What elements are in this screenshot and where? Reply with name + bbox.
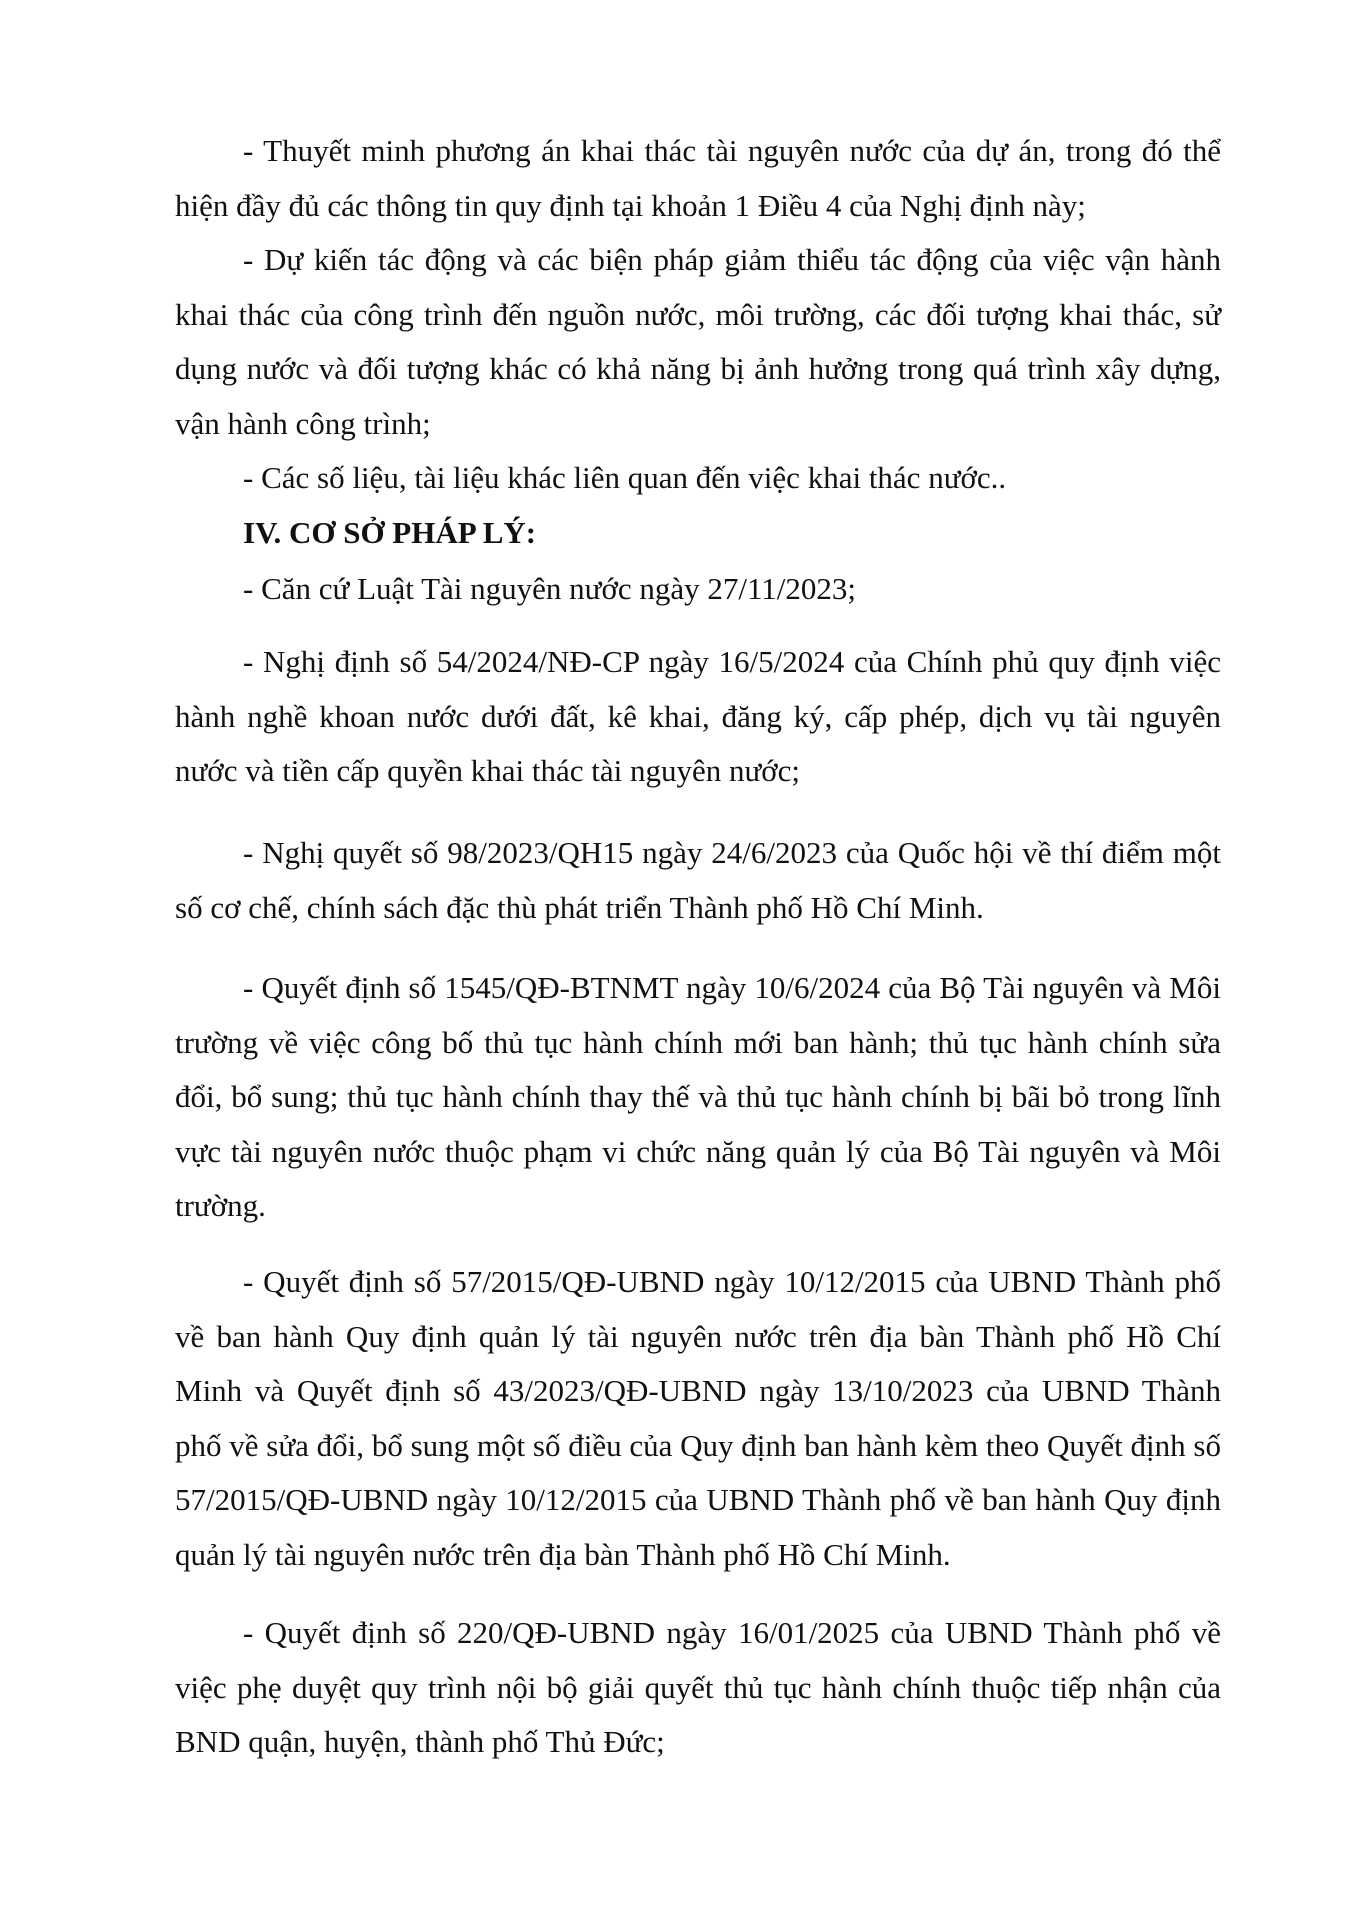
paragraph-project-explanation: - Thuyết minh phương án khai thác tài nguyên nước của dự án, trong đó thể hiện đầy đủ các thông tin quy định tại khoản 1 Điều 4 của Nghị định này; bbox=[175, 133, 1221, 223]
legal-basis-item-decision-57: - Quyết định số 57/2015/QĐ-UBND ngày 10/12/2015 của UBND Thành phố về ban hành Quy định quản lý tài nguyên nước trên địa bàn Thành phố Hồ Chí Minh và Quyết định số 43/2023/QĐ-UBND ngày 13/10/2023 của UBND Thành phố về sửa đổi, bổ sung một số điều của Quy định ban hành kèm theo Quyết định số 57/2015/QĐ-UBND ngày 10/12/2015 của UBND Thành phố về ban hành Quy định quản lý tài nguyên nước trên địa bàn Thành phố Hồ Chí Minh. bbox=[175, 1264, 1221, 1572]
paragraph-other-data: - Các số liệu, tài liệu khác liên quan đến việc khai thác nước.. bbox=[243, 460, 1007, 495]
legal-basis-item-resolution-98: - Nghị quyết số 98/2023/QH15 ngày 24/6/2023 của Quốc hội về thí điểm một số cơ chế, chính sách đặc thù phát triển Thành phố Hồ Chí Minh. bbox=[175, 835, 1221, 925]
legal-basis-item-decision-220: - Quyết định số 220/QĐ-UBND ngày 16/01/2025 của UBND Thành phố về việc phẹ duyệt quy trình nội bộ giải quyết thủ tục hành chính thuộc tiếp nhận của BND quận, huyện, thành phố Thủ Đức; bbox=[175, 1615, 1221, 1759]
paragraph-impact-forecast: - Dự kiến tác động và các biện pháp giảm thiểu tác động của việc vận hành khai thác của công trình đến nguồn nước, môi trường, các đối tượng khai thác, sử dụng nước và đối tượng khác có khả năng bị ảnh hưởng trong quá trình xây dựng, vận hành công trình; bbox=[175, 242, 1221, 441]
section-heading-legal-basis: IV. CƠ SỞ PHÁP LÝ: bbox=[243, 515, 537, 550]
legal-basis-item-decree-54: - Nghị định số 54/2024/NĐ-CP ngày 16/5/2024 của Chính phủ quy định việc hành nghề khoan nước dưới đất, kê khai, đăng ký, cấp phép, dịch vụ tài nguyên nước và tiền cấp quyền khai thác tài nguyên nước; bbox=[175, 644, 1221, 788]
legal-basis-item-water-law: - Căn cứ Luật Tài nguyên nước ngày 27/11/2023; bbox=[243, 571, 857, 606]
legal-basis-item-decision-1545: - Quyết định số 1545/QĐ-BTNMT ngày 10/6/2024 của Bộ Tài nguyên và Môi trường về việc công bố thủ tục hành chính mới ban hành; thủ tục hành chính sửa đổi, bổ sung; thủ tục hành chính thay thế và thủ tục hành chính bị bãi bỏ trong lĩnh vực tài nguyên nước thuộc phạm vi chức năng quản lý của Bộ Tài nguyên và Môi trường. bbox=[175, 970, 1221, 1223]
